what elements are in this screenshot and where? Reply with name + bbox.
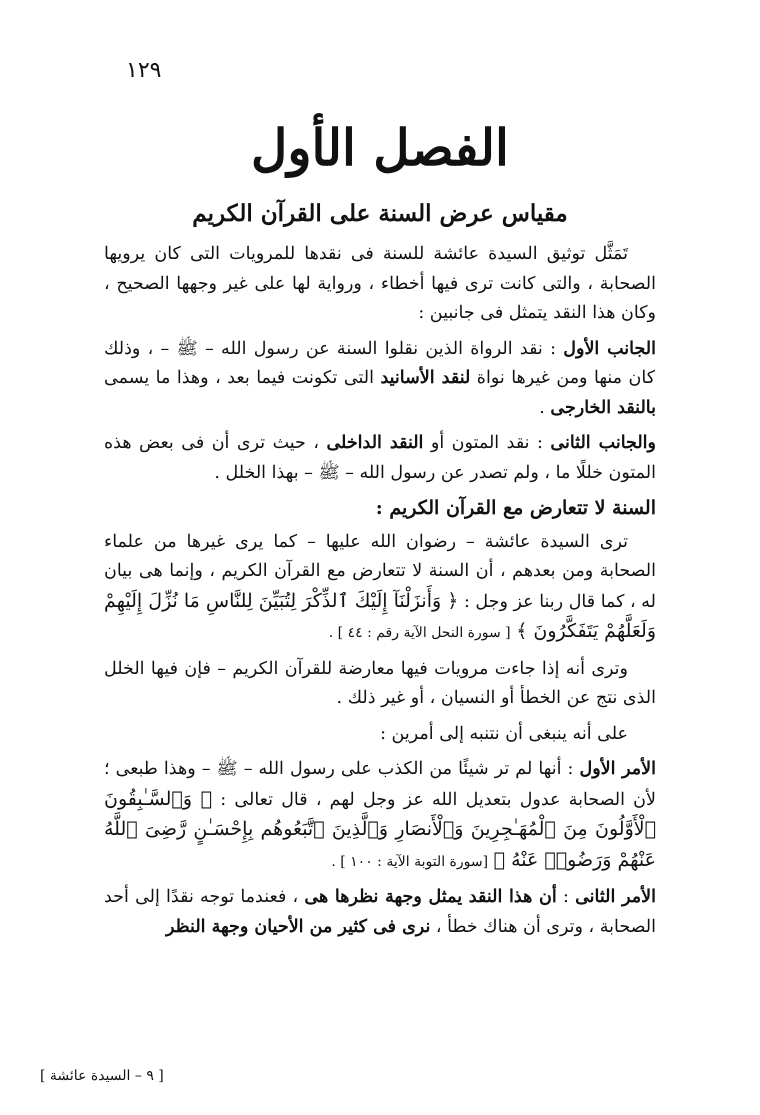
second-matter-text-2: ، فعندما توجه نقدًا إلى أحد الصحابة ، وترى أن هناك خطأ ، xyxy=(104,887,656,937)
paragraph-contradiction: وترى أنه إذا جاءت مرويات فيها معارضة للقرآن الكريم – فإن فيها الخلل الذى نتج عن الخطأ أو النسيان ، أو غير ذلك . xyxy=(104,658,656,708)
quran-verse-tawbah: ﴿ وَٱلسَّـٰبِقُونَ ٱلْأَوَّلُونَ مِنَ ٱلْمُهَـٰجِرِينَ وَٱلْأَنصَارِ وَٱلَّذِينَ ٱتَّبَعُوهُم بِإِحْسَـٰنٍ رَّضِىَ ٱللَّهُ عَنْهُمْ وَرَضُوا۟ عَنْهُ ﴾ xyxy=(104,787,656,871)
second-aspect-bold-1: النقد الداخلى xyxy=(326,433,424,453)
first-aspect-text-2: التى تكونت فيما بعد ، وهذا ما يسمى xyxy=(104,368,374,388)
first-aspect-text-3: . xyxy=(539,397,545,418)
chapter-title: الفصل الأول xyxy=(251,118,509,177)
paragraph-two-matters: على أنه ينبغى أن نتنبه إلى أمرين : xyxy=(380,723,628,744)
paragraph-second-matter xyxy=(104,883,656,942)
paragraph-first-aspect xyxy=(104,335,656,424)
first-aspect-text-1: : نقد الرواة الذين نقلوا السنة عن رسول الله – ﷺ – ، وذلك كان منها ومن غيرها نواة xyxy=(104,338,656,388)
paragraph-second-aspect xyxy=(104,429,656,488)
footer-signature: [ ٩ – السيدة عائشة ] xyxy=(40,1068,164,1084)
section-title: مقياس عرض السنة على القرآن الكريم xyxy=(192,200,568,227)
paragraph-sunnah-explains-quran xyxy=(104,528,656,649)
quran-verse-nahl: ﴿ وَأَنزَلْنَآ إِلَيْكَ ٱلذِّكْرَ لِتُبَيِّنَ لِلنَّاسِ مَا نُزِّلَ إِلَيْهِمْ وَلَعَلَّهُمْ يَتَفَكَّرُونَ ﴾ xyxy=(104,589,656,642)
first-aspect-heading: الجانب الأول xyxy=(563,338,656,359)
paragraph-first-matter xyxy=(104,755,656,877)
page-number: ١٢٩ xyxy=(126,58,162,83)
first-matter-heading: الأمر الأول xyxy=(579,759,656,779)
second-aspect-text-1: : نقد المتون أو xyxy=(423,433,543,453)
body-text xyxy=(104,240,656,948)
verse-reference-nahl: [ سورة النحل الآية رقم : ٤٤ ] . xyxy=(328,625,511,641)
second-matter-text-1: : xyxy=(556,887,569,907)
subheading-sunnah-quran: السنة لا تتعارض مع القرآن الكريم : xyxy=(375,497,656,519)
second-matter-bold-1: أن هذا النقد يمثل وجهة نظرها هى xyxy=(304,887,557,907)
second-matter-bold-2: نرى فى كثير من الأحيان وجهة النظر xyxy=(166,916,431,937)
paragraph-intro: تَمَثَّل توثيق السيدة عائشة للسنة فى نقدها للمرويات التى كان يرويها الصحابة ، والتى كانت ترى فيها أخطاء ، ورواية لها على غير وجهها الصحيح ، وكان هذا النقد يتمثل فى جانبين : xyxy=(104,244,656,323)
verse-reference-tawbah: [سورة التوبة الآية : ١٠٠ ] . xyxy=(331,853,489,870)
second-aspect-heading: والجانب الثانى xyxy=(550,433,656,453)
sunnah-text: ترى السيدة عائشة – رضوان الله عليها – كما يرى غيرها من علماء الصحابة ومن بعدهم ، أن السنة لا تتعارض مع القرآن الكريم ، وإنما هى بيان له ، كما قال ربنا عز وجل : xyxy=(104,531,656,612)
first-matter-text: : أنها لم تر شيئًا من الكذب على رسول الله – ﷺ – وهذا طبعى ؛ لأن الصحابة عدول بتعديل الله عز وجل لهم ، قال تعالى : xyxy=(104,759,656,810)
first-aspect-bold-1: لنقد الأسانيد xyxy=(380,368,471,388)
second-matter-heading: الأمر الثانى xyxy=(575,887,656,907)
first-aspect-bold-2: بالنقد الخارجى xyxy=(550,397,656,418)
second-aspect-text-2: ، حيث ترى أن فى بعض هذه المتون خللًا ما ، ولم تصدر عن رسول الله – ﷺ – بهذا الخلل . xyxy=(104,433,656,483)
